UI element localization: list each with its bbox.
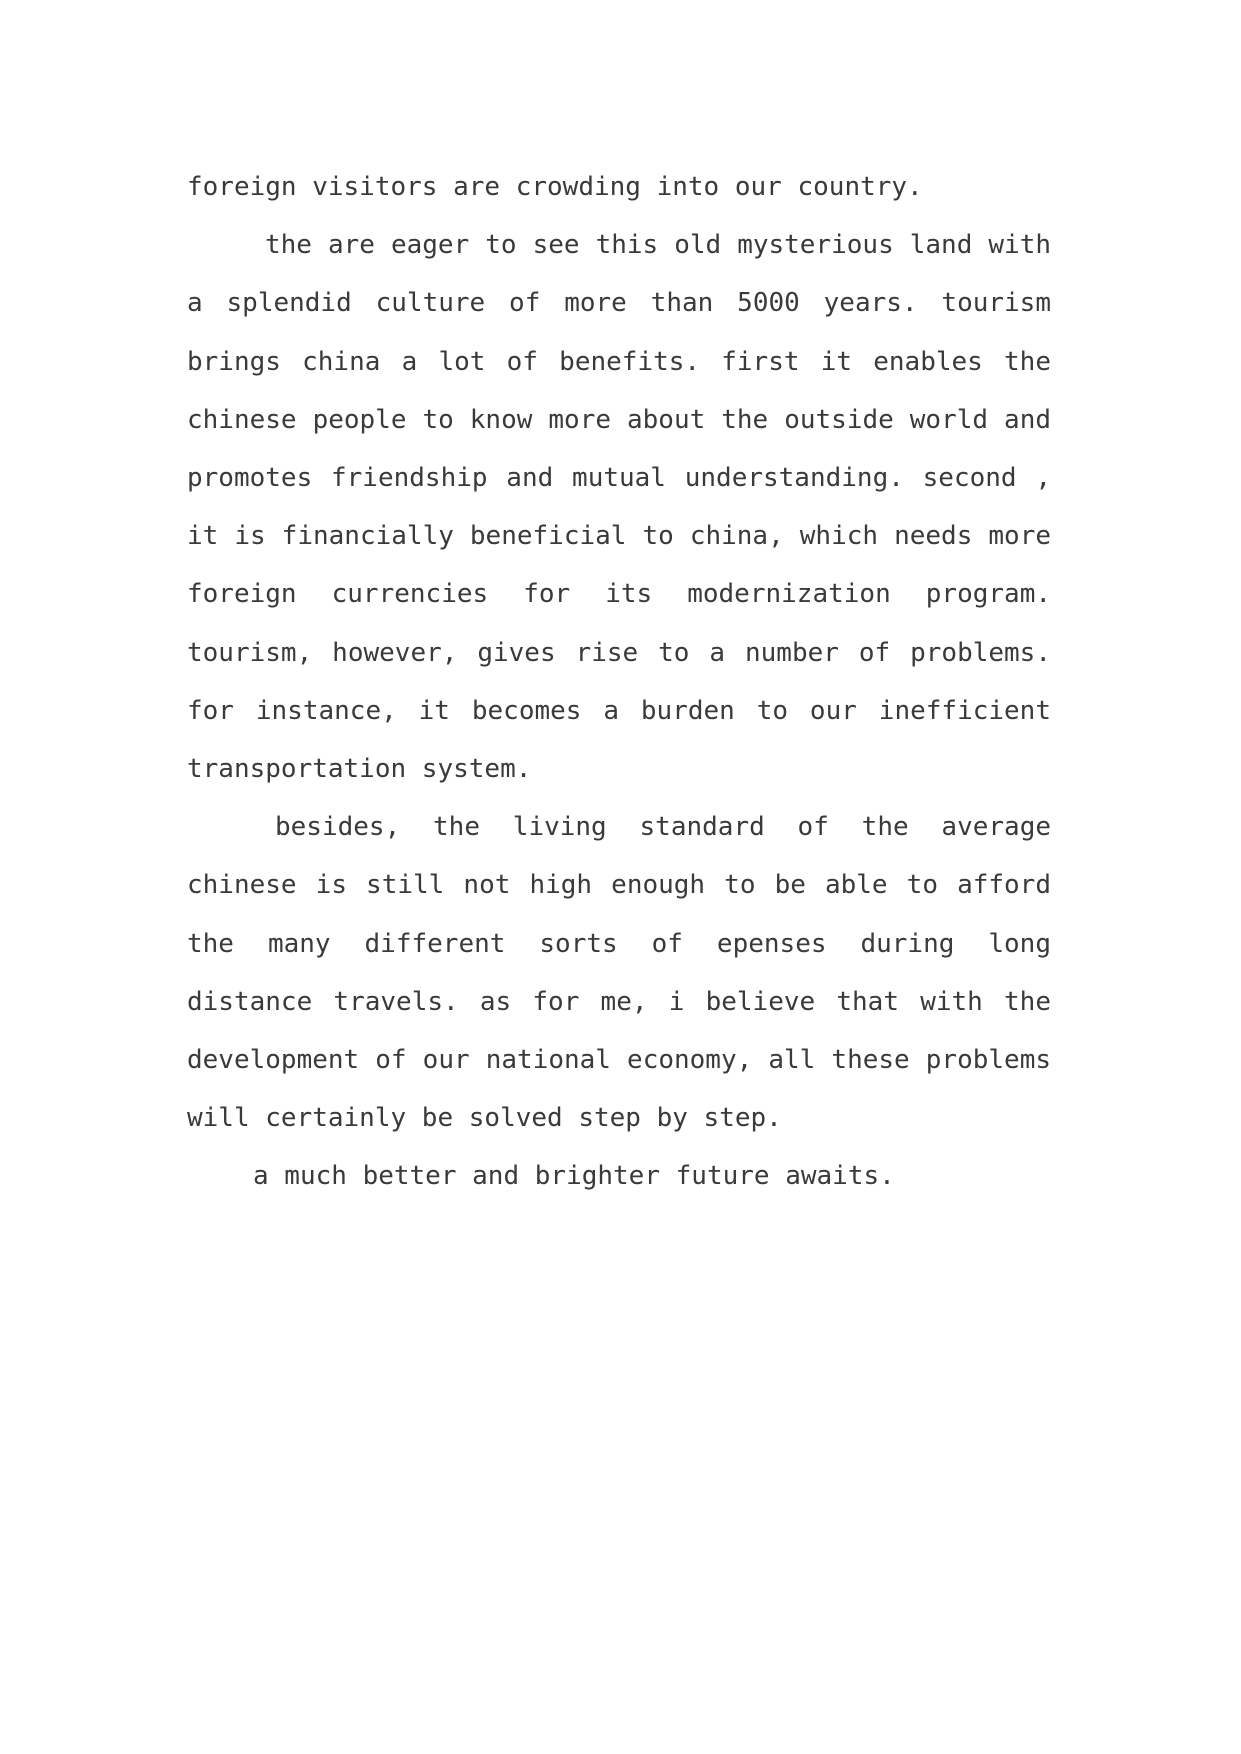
paragraph-2: the are eager to see this old mysterious land with a splendid culture of more than 5000 years. tourism brings china a lot of benefits. first it enables the chinese people to know more about the outside world and promotes friendship and mutual understanding. second , it is financially beneficial to china, which needs more foreign currencies for its modernization program. tourism, however, gives rise to a number of problems. for instance, it becomes a burden to our inefficient transportation system. xyxy=(187,230,1051,785)
paragraph-1: foreign visitors are crowding into our country. xyxy=(187,172,923,202)
paragraph-3: besides, the living standard of the average chinese is still not high enough to be able to afford the many different sorts of epenses during long distance travels. as for me, i believe that with the development of our national economy, all these problems will certainly be solved step by step. xyxy=(187,812,1051,1134)
paragraph-4: a much better and brighter future awaits. xyxy=(253,1161,895,1192)
document-page xyxy=(187,158,1051,1206)
